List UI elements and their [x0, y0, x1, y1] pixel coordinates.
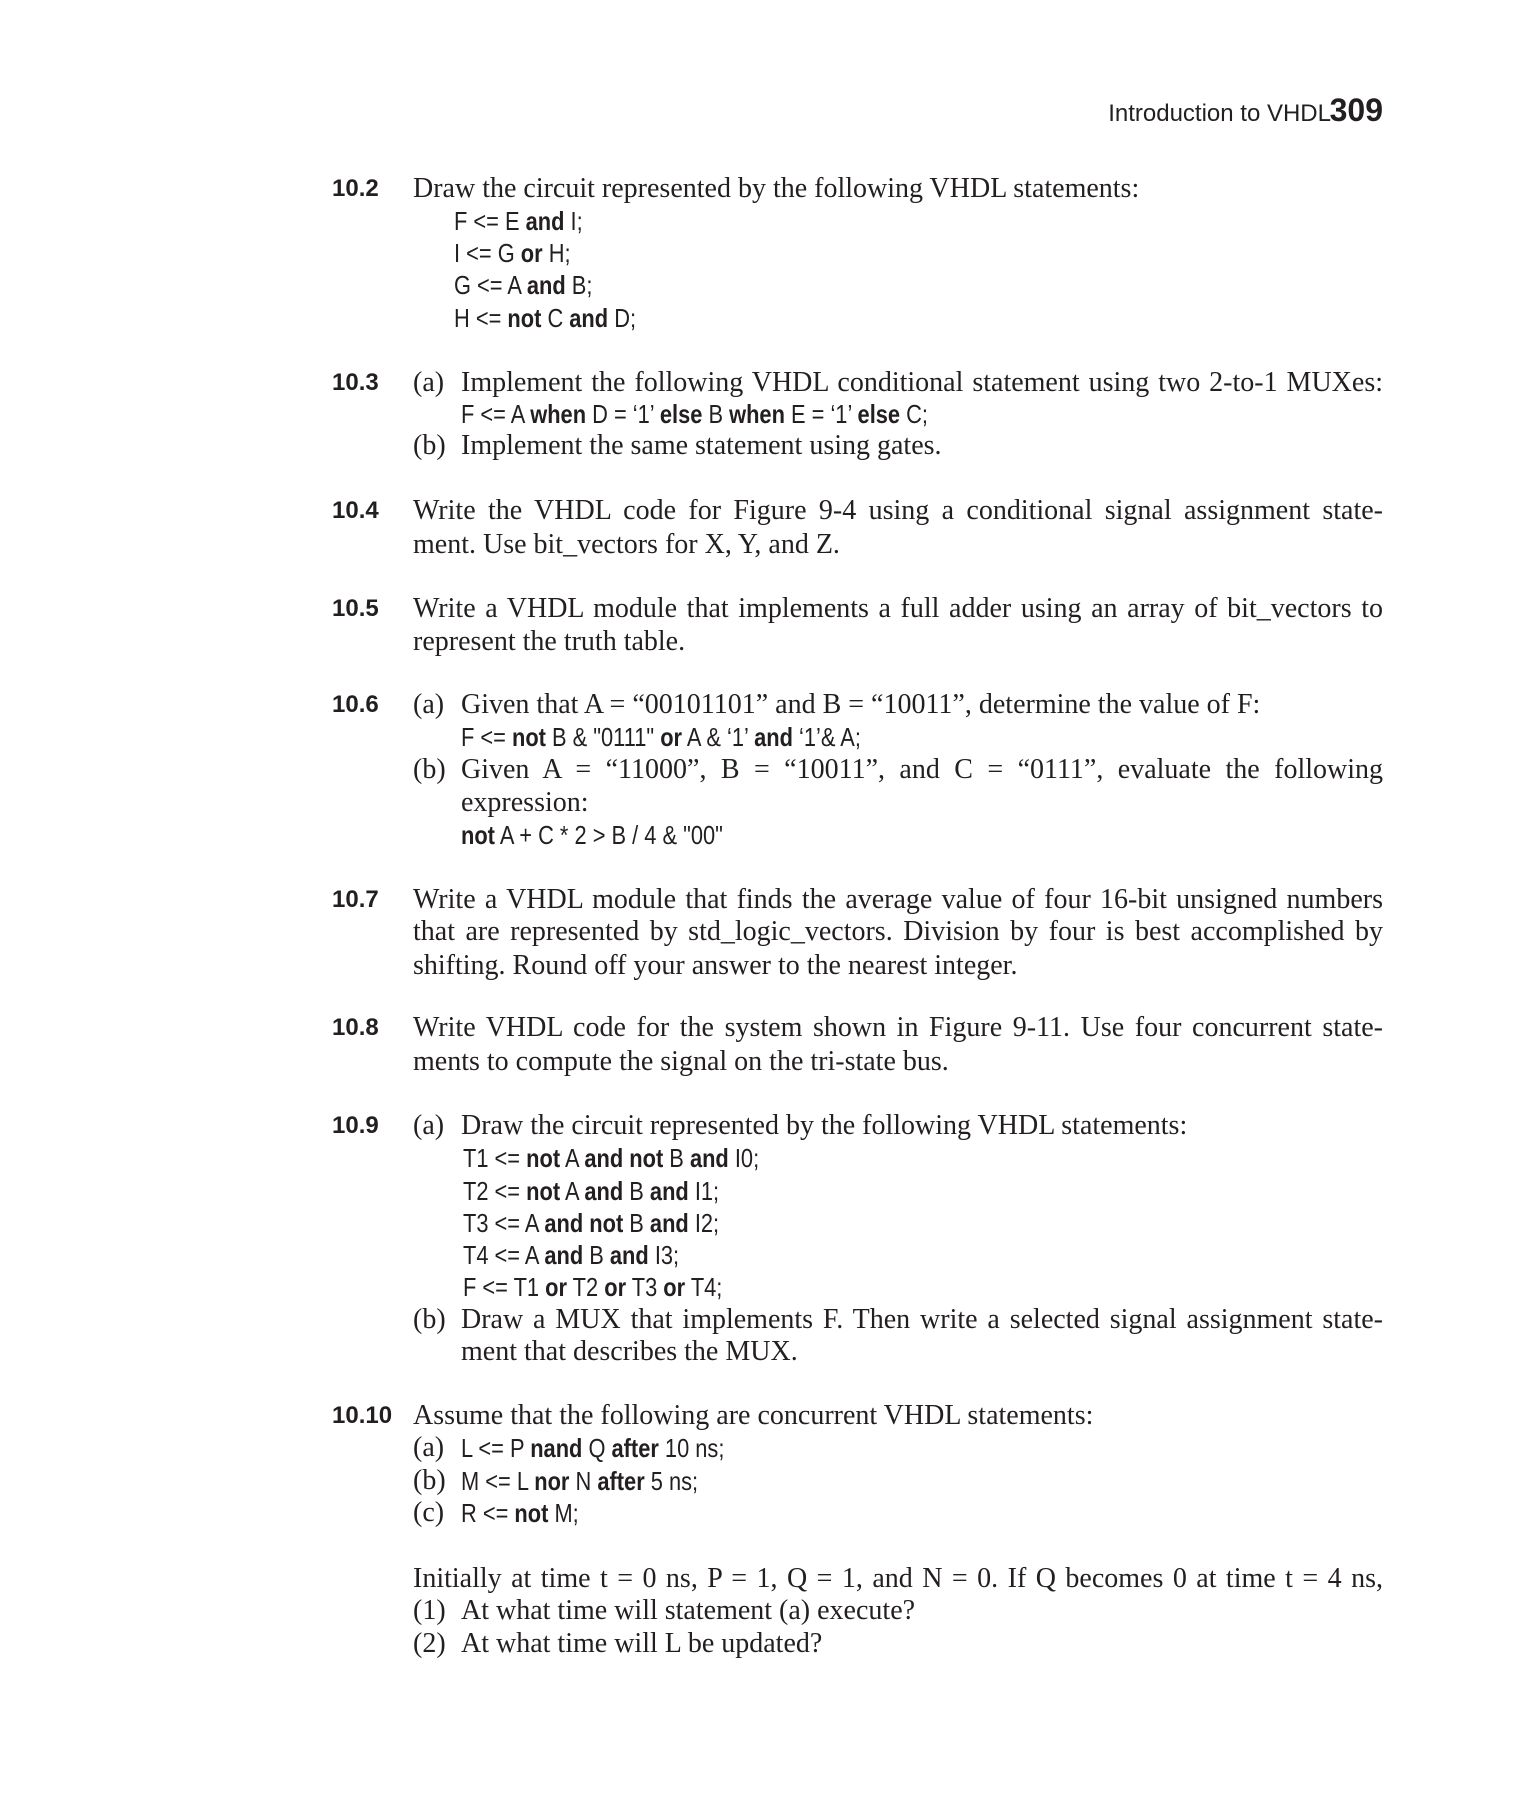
- problem-text: ments to compute the signal on the tri-state bus.: [413, 1046, 949, 1077]
- code-segment: T3 <= A: [463, 1208, 545, 1238]
- code-keyword: not: [511, 722, 546, 752]
- code-keyword: or: [520, 238, 543, 268]
- code-line: [463, 1271, 772, 1303]
- code-text: [454, 269, 592, 301]
- problem-number: 10.9: [332, 1112, 379, 1139]
- code-segment: D;: [608, 303, 637, 333]
- code-keyword: not: [461, 820, 495, 850]
- code-segment: T4;: [685, 1272, 723, 1302]
- problem-text: that are represented by std_logic_vectors. Division by four is best accomplished by: [413, 916, 1383, 947]
- code-text: [454, 205, 583, 237]
- code-segment: G <= A: [454, 270, 527, 300]
- code-keyword: and: [649, 1176, 689, 1206]
- problem-text: Assume that the following are concurrent VHDL statements:: [413, 1400, 1094, 1431]
- code-text: [463, 1271, 722, 1303]
- code-segment: I;: [564, 206, 583, 236]
- code-keyword: not: [526, 1143, 561, 1173]
- code-keyword: else: [659, 399, 703, 429]
- code-segment: T3: [626, 1272, 664, 1302]
- code-segment: B & "0111": [545, 722, 661, 752]
- problem-text: Write a VHDL module that finds the average value of four 16-bit unsigned numbers: [413, 884, 1383, 915]
- code-segment: B: [583, 1240, 610, 1270]
- code-segment: A: [560, 1176, 585, 1206]
- code-line: [463, 1142, 816, 1174]
- code-segment: B;: [565, 270, 593, 300]
- code-keyword: and: [689, 1143, 729, 1173]
- code-segment: F <= A: [461, 399, 531, 429]
- part-label: (a): [413, 1110, 445, 1141]
- code-line: [463, 1239, 720, 1271]
- code-keyword: and: [569, 303, 609, 333]
- code-segment: H <=: [454, 303, 508, 333]
- code-keyword: not: [507, 303, 542, 333]
- code-segment: B: [623, 1176, 650, 1206]
- code-line: [454, 269, 619, 301]
- part-label: (a): [413, 1432, 445, 1463]
- code-keyword: and: [649, 1208, 689, 1238]
- code-segment: D = ‘1’: [586, 399, 660, 429]
- code-segment: ‘1’& A;: [792, 722, 861, 752]
- problem-number: 10.10: [332, 1402, 393, 1429]
- code-keyword: or: [660, 722, 683, 752]
- code-text: [463, 1142, 759, 1174]
- code-keyword: after: [597, 1466, 645, 1496]
- problem-number: 10.7: [332, 886, 379, 913]
- problem-text: At what time will statement (a) execute?: [461, 1595, 916, 1626]
- code-segment: T4 <= A: [463, 1240, 545, 1270]
- problem-text: Given A = “11000”, B = “10011”, and C = “0111”, evaluate the following: [461, 754, 1383, 785]
- problem-number: 10.2: [332, 175, 379, 202]
- code-segment: I2;: [688, 1208, 720, 1238]
- code-keyword: and: [609, 1240, 649, 1270]
- code-keyword: when: [729, 399, 785, 429]
- problem-text: ment. Use bit_vectors for X, Y, and Z.: [413, 529, 840, 560]
- problem-number: 10.3: [332, 369, 379, 396]
- code-segment: M <= L: [461, 1466, 535, 1496]
- code-segment: 10 ns;: [658, 1433, 725, 1463]
- code-line: [461, 721, 937, 753]
- code-keyword: after: [611, 1433, 659, 1463]
- problem-number: 10.4: [332, 497, 379, 524]
- problem-number: 10.5: [332, 595, 379, 622]
- code-keyword: and: [754, 722, 793, 752]
- problem-text: Initially at time t = 0 ns, P = 1, Q = 1, and N = 0. If Q becomes 0 at time t = 4 ns,: [413, 1563, 1383, 1594]
- problem-text: Given that A = “00101101” and B = “10011”, determine the value of F:: [461, 689, 1261, 720]
- code-text: [461, 1432, 724, 1464]
- code-text: [461, 398, 928, 430]
- code-keyword: not: [526, 1176, 561, 1206]
- code-keyword: when: [530, 399, 587, 429]
- code-keyword: and: [526, 270, 566, 300]
- code-segment: B: [623, 1208, 650, 1238]
- part-label: (1): [413, 1595, 446, 1626]
- part-label: (c): [413, 1497, 445, 1528]
- code-line: [461, 398, 1017, 430]
- problem-text: Draw a MUX that implements F. Then write a selected signal assignment state-: [461, 1304, 1383, 1335]
- code-keyword: nor: [534, 1466, 570, 1496]
- code-segment: T2 <=: [463, 1176, 527, 1206]
- code-segment: I1;: [688, 1176, 720, 1206]
- code-keyword: or: [604, 1272, 627, 1302]
- code-text: [463, 1239, 679, 1271]
- code-segment: A & ‘1’: [682, 722, 755, 752]
- code-segment: F <=: [461, 722, 512, 752]
- part-label: (2): [413, 1628, 446, 1659]
- code-keyword: and not: [584, 1143, 664, 1173]
- code-segment: 5 ns;: [644, 1466, 699, 1496]
- code-text: [461, 1465, 698, 1497]
- code-keyword: else: [857, 399, 901, 429]
- code-segment: C;: [900, 399, 928, 429]
- part-label: (b): [413, 1304, 446, 1335]
- code-segment: T2: [566, 1272, 605, 1302]
- code-text: [461, 819, 723, 851]
- part-label: (b): [413, 754, 446, 785]
- problem-text: Implement the same statement using gates.: [461, 430, 942, 461]
- code-line: [454, 205, 607, 237]
- problem-number: 10.6: [332, 691, 379, 718]
- code-keyword: nand: [530, 1433, 583, 1463]
- code-keyword: and: [544, 1240, 584, 1270]
- code-line: [461, 819, 773, 851]
- code-segment: I <= G: [454, 238, 521, 268]
- code-keyword: and not: [544, 1208, 624, 1238]
- code-text: [463, 1207, 719, 1239]
- code-segment: F <= E: [454, 206, 526, 236]
- code-keyword: and: [584, 1176, 624, 1206]
- code-segment: F <= T1: [463, 1272, 546, 1302]
- problem-text: Write the VHDL code for Figure 9-4 using a conditional signal assignment state-: [413, 495, 1383, 526]
- code-line: [461, 1465, 743, 1497]
- code-keyword: or: [545, 1272, 567, 1302]
- part-label: (a): [413, 689, 445, 720]
- code-keyword: not: [514, 1498, 549, 1528]
- code-segment: N: [569, 1466, 598, 1496]
- code-segment: B: [702, 399, 730, 429]
- code-segment: B: [663, 1143, 690, 1173]
- code-segment: A + C * 2 > B / 4 & "00": [494, 820, 723, 850]
- code-segment: Q: [582, 1433, 612, 1463]
- problem-number: 10.8: [332, 1014, 379, 1041]
- code-segment: M;: [548, 1498, 579, 1528]
- problem-text: expression:: [461, 787, 589, 818]
- problem-text: represent the truth table.: [413, 626, 686, 657]
- page-number: 309: [1329, 92, 1383, 128]
- part-label: (b): [413, 430, 446, 461]
- part-label: (b): [413, 1465, 446, 1496]
- problem-text: ment that describes the MUX.: [461, 1336, 798, 1367]
- code-line: [461, 1432, 775, 1464]
- problem-text: shifting. Round off your answer to the nearest integer.: [413, 950, 1018, 981]
- code-segment: L <= P: [461, 1433, 531, 1463]
- running-title: Introduction to VHDL: [1108, 100, 1331, 127]
- code-text: [461, 1497, 579, 1529]
- code-segment: R <=: [461, 1498, 515, 1528]
- problem-text: Draw the circuit represented by the following VHDL statements:: [461, 1110, 1188, 1141]
- code-line: [463, 1175, 768, 1207]
- part-label: (a): [413, 367, 445, 398]
- code-line: [461, 1497, 601, 1529]
- code-text: [463, 1175, 719, 1207]
- code-line: [463, 1207, 768, 1239]
- code-text: [461, 721, 861, 753]
- code-keyword: or: [663, 1272, 686, 1302]
- problem-text: Write a VHDL module that implements a full adder using an array of bit_vectors to: [413, 593, 1383, 624]
- code-segment: H;: [542, 238, 571, 268]
- code-line: [454, 302, 671, 334]
- problem-text: At what time will L be updated?: [461, 1628, 823, 1659]
- code-line: [454, 237, 593, 269]
- code-text: [454, 302, 636, 334]
- code-segment: C: [541, 303, 570, 333]
- problem-text: Draw the circuit represented by the following VHDL statements:: [413, 173, 1140, 204]
- code-segment: I0;: [728, 1143, 760, 1173]
- code-segment: T1 <=: [463, 1143, 527, 1173]
- problem-text: Implement the following VHDL conditional statement using two 2-to-1 MUXes:: [461, 367, 1383, 398]
- code-segment: E = ‘1’: [784, 399, 858, 429]
- problem-text: Write VHDL code for the system shown in Figure 9-11. Use four concurrent state-: [413, 1012, 1383, 1043]
- code-segment: A: [560, 1143, 585, 1173]
- code-keyword: and: [525, 206, 565, 236]
- code-text: [454, 237, 571, 269]
- code-segment: I3;: [648, 1240, 680, 1270]
